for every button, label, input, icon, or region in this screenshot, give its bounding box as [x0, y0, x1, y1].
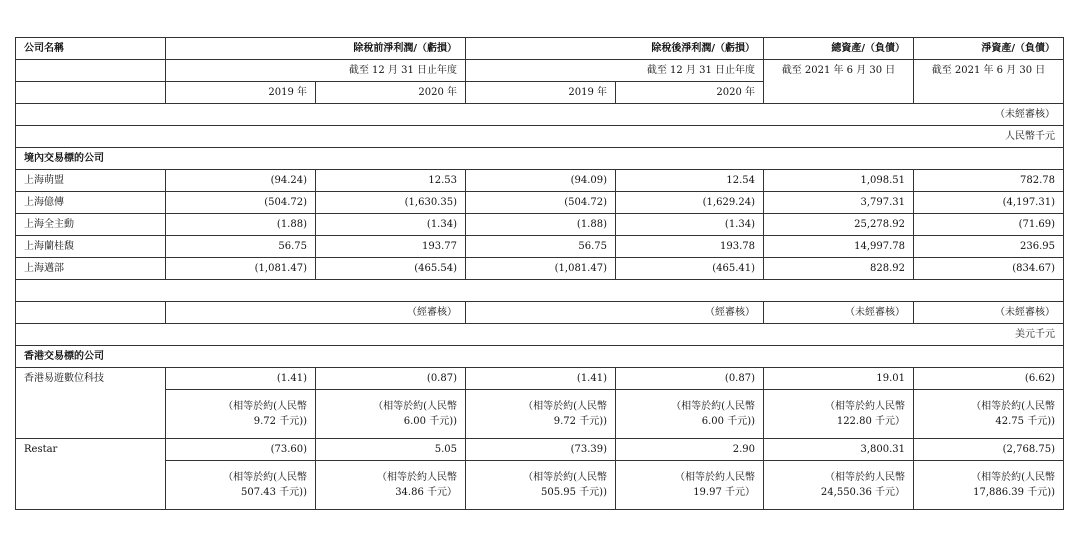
- value-cell: (1.41): [166, 368, 316, 390]
- value-cell: (504.72): [466, 192, 616, 214]
- usd-unit-row: [16, 324, 1064, 346]
- unaudited-row: [16, 104, 1064, 126]
- header-row-1: [16, 38, 1064, 60]
- blank-row: [16, 280, 1064, 302]
- rmb-equivalent-cell: （相等於約(人民幣 9.72 千元)): [466, 390, 616, 439]
- value-cell: 828.92: [764, 258, 914, 280]
- header-row-2: [16, 60, 1064, 82]
- table-row: [16, 170, 1064, 192]
- rmb-equivalent-cell: （相等於約人民幣 34.86 千元）: [316, 461, 466, 510]
- rmb-unit-label: 人民幣千元: [16, 126, 1064, 148]
- unaudited-note: （未經審核）: [16, 104, 1064, 126]
- domestic-section-row: [16, 148, 1064, 170]
- company-name: 上海億傳: [16, 192, 166, 214]
- value-cell: (2,768.75): [914, 439, 1064, 461]
- usd-unit-label: 美元千元: [16, 324, 1064, 346]
- table-row: [16, 258, 1064, 280]
- table-row-equivalent: [16, 461, 1064, 510]
- value-cell: 2.90: [616, 439, 764, 461]
- financial-table: [15, 37, 1064, 510]
- value-cell: (73.60): [166, 439, 316, 461]
- value-cell: 5.05: [316, 439, 466, 461]
- rmb-equivalent-cell: （相等於約人民幣 19.97 千元）: [616, 461, 764, 510]
- value-cell: 12.53: [316, 170, 466, 192]
- value-cell: (1.41): [466, 368, 616, 390]
- value-cell: (1.34): [316, 214, 466, 236]
- hk-section-title: 香港交易標的公司: [16, 346, 1064, 368]
- value-cell: 3,797.31: [764, 192, 914, 214]
- value-cell: 25,278.92: [764, 214, 914, 236]
- period-label-pretax: 截至 12 月 31 日止年度: [166, 60, 466, 82]
- value-cell: 1,098.51: [764, 170, 914, 192]
- year-2020-pretax: 2020 年: [316, 82, 466, 104]
- company-name: 上海邁部: [16, 258, 166, 280]
- value-cell: 236.95: [914, 236, 1064, 258]
- period-label-aftertax: 截至 12 月 31 日止年度: [466, 60, 764, 82]
- audit-status-row: [16, 302, 1064, 324]
- value-cell: 782.78: [914, 170, 1064, 192]
- table-row: [16, 236, 1064, 258]
- col-aftertax-profit: 除稅後淨利潤/（虧損）: [466, 38, 764, 60]
- table-row: [16, 368, 1064, 390]
- value-cell: (6.62): [914, 368, 1064, 390]
- value-cell: (71.69): [914, 214, 1064, 236]
- value-cell: (0.87): [616, 368, 764, 390]
- rmb-equivalent-cell: （相等於約(人民幣 9.72 千元)): [166, 390, 316, 439]
- rmb-equivalent-cell: （相等於約(人民幣 6.00 千元)): [616, 390, 764, 439]
- table-row: [16, 439, 1064, 461]
- value-cell: (73.39): [466, 439, 616, 461]
- value-cell: (0.87): [316, 368, 466, 390]
- value-cell: 14,997.78: [764, 236, 914, 258]
- company-name: 香港易遊數位科技: [16, 368, 166, 439]
- col-company-name: 公司名稱: [16, 38, 166, 60]
- col-pretax-profit: 除稅前淨利潤/（虧損）: [166, 38, 466, 60]
- company-name: 上海蘭桂馥: [16, 236, 166, 258]
- table-row: [16, 214, 1064, 236]
- table-row-equivalent: [16, 390, 1064, 439]
- value-cell: 19.01: [764, 368, 914, 390]
- value-cell: 56.75: [166, 236, 316, 258]
- year-2019-pretax: 2019 年: [166, 82, 316, 104]
- value-cell: 193.78: [616, 236, 764, 258]
- company-name: 上海萌盟: [16, 170, 166, 192]
- audit-status-total-assets: （未經審核）: [764, 302, 914, 324]
- value-cell: (1.88): [166, 214, 316, 236]
- audit-status-aftertax: （經審核）: [466, 302, 764, 324]
- value-cell: (465.41): [616, 258, 764, 280]
- rmb-equivalent-cell: （相等於約人民幣 24,550.36 千元）: [764, 461, 914, 510]
- value-cell: 56.75: [466, 236, 616, 258]
- as-at-net-assets: 截至 2021 年 6 月 30 日: [914, 60, 1064, 104]
- value-cell: (1,081.47): [166, 258, 316, 280]
- hk-section-row: [16, 346, 1064, 368]
- value-cell: (1.88): [466, 214, 616, 236]
- rmb-equivalent-cell: （相等於約(人民幣 505.95 千元)): [466, 461, 616, 510]
- value-cell: (1,629.24): [616, 192, 764, 214]
- value-cell: (1,081.47): [466, 258, 616, 280]
- year-2019-aftertax: 2019 年: [466, 82, 616, 104]
- rmb-unit-row: [16, 126, 1064, 148]
- table-row: [16, 192, 1064, 214]
- rmb-equivalent-cell: （相等於約(人民幣 17,886.39 千元)): [914, 461, 1064, 510]
- value-cell: 3,800.31: [764, 439, 914, 461]
- value-cell: (4,197.31): [914, 192, 1064, 214]
- company-name: Restar: [16, 439, 166, 510]
- as-at-total-assets: 截至 2021 年 6 月 30 日: [764, 60, 914, 104]
- value-cell: (1,630.35): [316, 192, 466, 214]
- value-cell: 12.54: [616, 170, 764, 192]
- value-cell: (94.24): [166, 170, 316, 192]
- audit-status-pretax: （經審核）: [166, 302, 466, 324]
- value-cell: (94.09): [466, 170, 616, 192]
- value-cell: (465.54): [316, 258, 466, 280]
- audit-status-net-assets: （未經審核）: [914, 302, 1064, 324]
- rmb-equivalent-cell: （相等於約(人民幣 42.75 千元)): [914, 390, 1064, 439]
- rmb-equivalent-cell: （相等於約人民幣 122.80 千元）: [764, 390, 914, 439]
- company-name: 上海全主動: [16, 214, 166, 236]
- col-net-assets: 淨資產/（負債）: [914, 38, 1064, 60]
- col-total-assets: 總資產/（負債）: [764, 38, 914, 60]
- value-cell: (834.67): [914, 258, 1064, 280]
- rmb-equivalent-cell: （相等於約(人民幣 6.00 千元)): [316, 390, 466, 439]
- value-cell: 193.77: [316, 236, 466, 258]
- rmb-equivalent-cell: （相等於約(人民幣 507.43 千元)): [166, 461, 316, 510]
- domestic-section-title: 境內交易標的公司: [16, 148, 1064, 170]
- value-cell: (504.72): [166, 192, 316, 214]
- value-cell: (1.34): [616, 214, 764, 236]
- year-2020-aftertax: 2020 年: [616, 82, 764, 104]
